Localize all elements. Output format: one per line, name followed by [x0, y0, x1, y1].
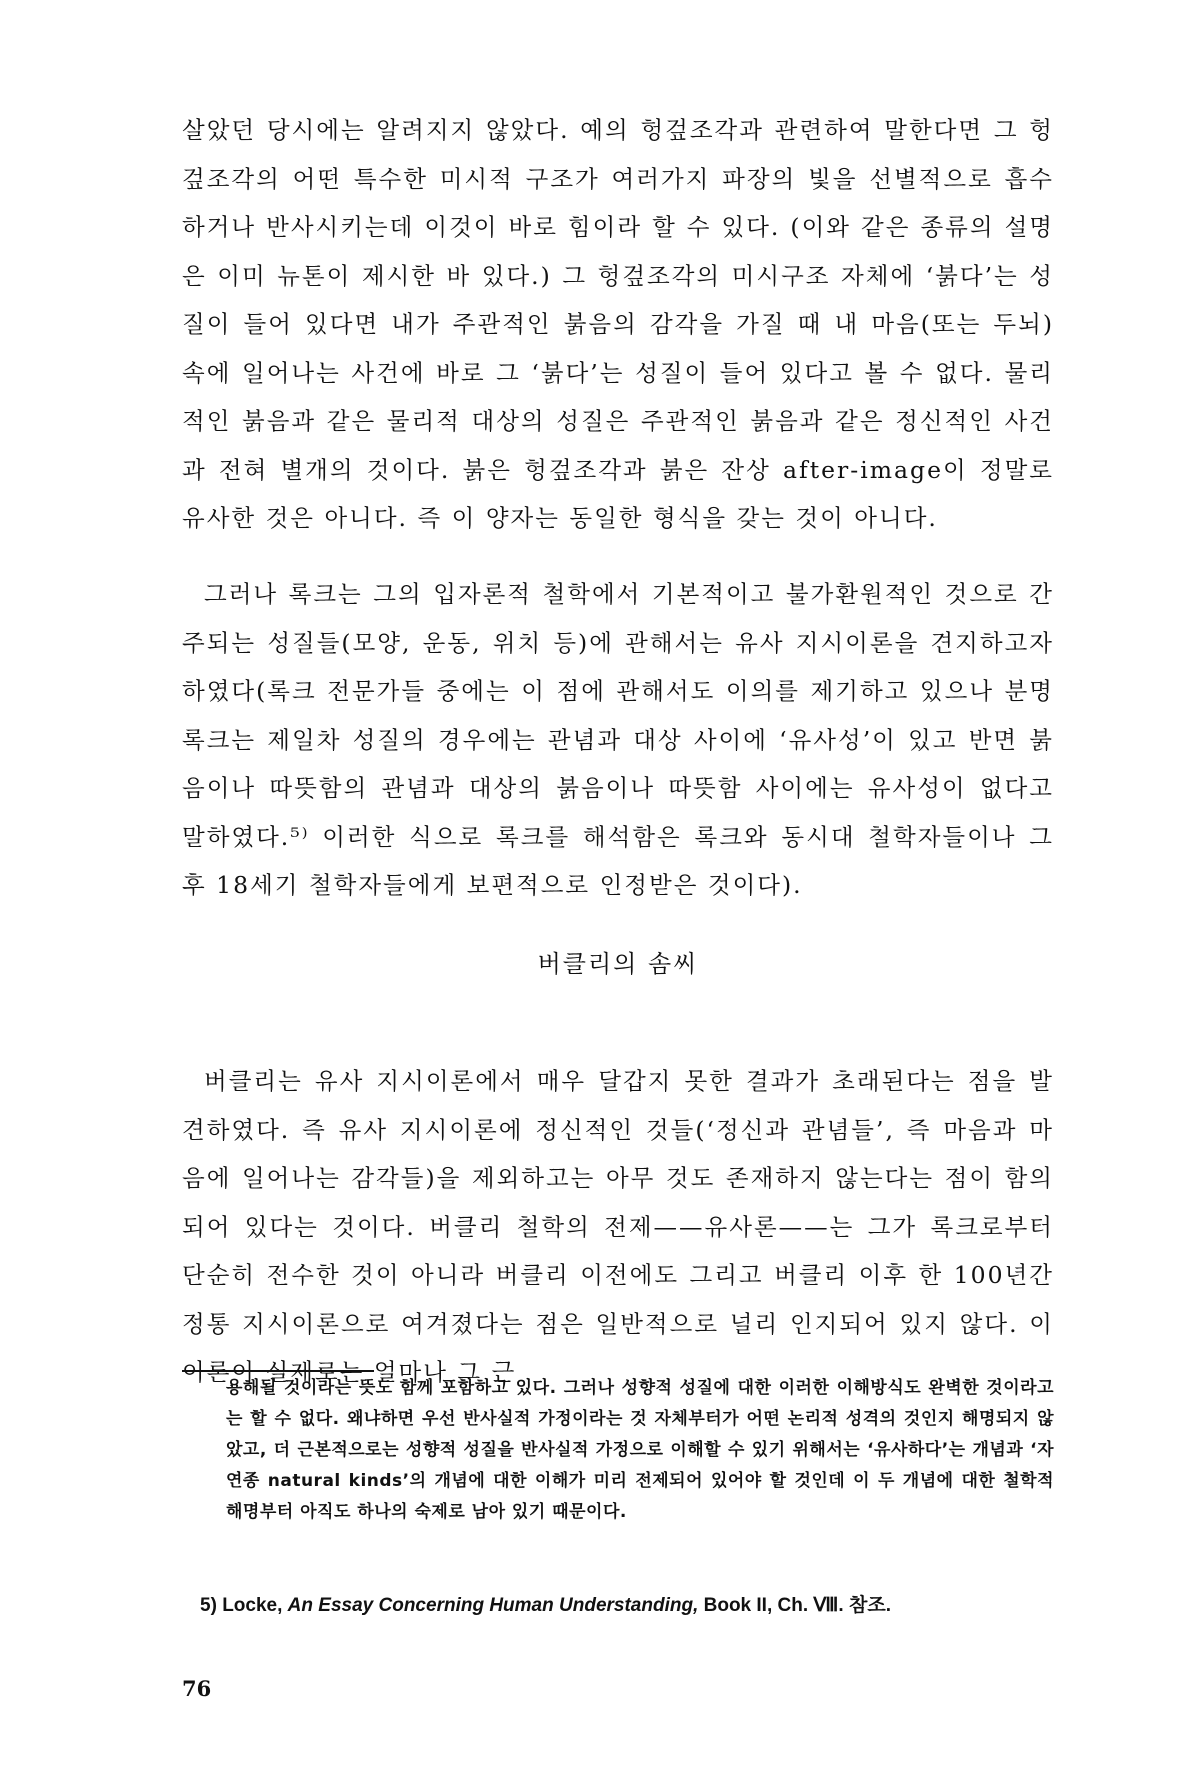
footnote-5 [200, 1590, 1060, 1617]
footnote-number: 5) [200, 1595, 217, 1616]
footnote-reference: Book II, Ch. Ⅷ. 참조. [703, 1595, 891, 1616]
body-paragraph-2 [182, 570, 1054, 910]
page-number: 76 [182, 1676, 212, 1701]
section-heading: 버클리의 솜씨 [537, 950, 699, 978]
footnote-continued: 용해될 것이라는 뜻도 함께 포함하고 있다. 그러나 성향적 성질에 대한 이러한 이해방식도 완벽한 것이라고는 할 수 없다. 왜냐하면 우선 반사실적 가정이라는 것 자체부터가 어떤 논리적 성격의 것인지 해명되지 않았고, 더 근본적으로는 성향적 성질을 반사실적 가정으로 이해할 수 있기 위해서는 ‘유사하다’는 개념과 ‘자연종 natural kinds’의 개념에 대한 이해가 미리 전제되어 있어야 할 것인데 이 두 개념에 대한 철학적 해명부터 아직도 하나의 숙제로 남아 있기 때문이다. [226, 1378, 1054, 1522]
footnote-author: Locke, [222, 1595, 283, 1616]
footnote-book-title: An Essay Concerning Human Understanding, [287, 1595, 699, 1616]
body-paragraph-3 [182, 1057, 1054, 1397]
paragraph-text: 살았던 당시에는 알려지지 않았다. 예의 헝겊조각과 관련하여 말한다면 그 헝겊조각의 어떤 특수한 미시적 구조가 여러가지 파장의 빛을 선별적으로 흡수하거나 반사시키는데 이것이 바로 힘이라 할 수 있다. (이와 같은 종류의 설명은 이미 뉴톤이 제시한 바 있다.) 그 헝겊조각의 미시구조 자체에 ‘붉다’는 성질이 들어 있다면 내가 주관적인 붉음의 감각을 가질 때 내 마음(또는 두뇌) 속에 일어나는 사건에 바로 그 ‘붉다’는 성질이 들어 있다고 볼 수 없다. 물리적인 붉음과 같은 물리적 대상의 성질은 주관적인 붉음과 같은 정신적인 사건과 전혀 별개의 것이다. 붉은 헝겊조각과 붉은 잔상 after-image이 정말로 유사한 것은 아니다. 즉 이 양자는 동일한 형식을 갖는 것이 아니다. [182, 116, 1054, 532]
paragraph-text: 버클리는 유사 지시이론에서 매우 달갑지 못한 결과가 초래된다는 점을 발견하였다. 즉 유사 지시이론에 정신적인 것들(‘정신과 관념들’, 즉 마음과 마음에 일어나는 감각들)을 제외하고는 아무 것도 존재하지 않는다는 점이 함의되어 있다는 것이다. 버클리 철학의 전제——유사론——는 그가 록크로부터 단순히 전수한 것이 아니라 버클리 이전에도 그리고 버클리 이후 한 100년간 정통 지시이론으로 여겨졌다는 점은 일반적으로 널리 인지되어 있지 않다. 이 이론이 실제로는 얼마나 그 근 [182, 1067, 1054, 1386]
paragraph-text: 그러나 록크는 그의 입자론적 철학에서 기본적이고 불가환원적인 것으로 간주되는 성질들(모양, 운동, 위치 등)에 관해서는 유사 지시이론을 견지하고자 하였다(록크 전문가들 중에는 이 점에 관해서도 이의를 제기하고 있으나 분명 록크는 제일차 성질의 경우에는 관념과 대상 사이에 ‘유사성’이 있고 반면 붉음이나 따뜻함의 관념과 대상의 붉음이나 따뜻함 사이에는 유사성이 없다고 말하였다.⁵⁾ 이러한 식으로 록크를 해석함은 록크와 동시대 철학자들이나 그 후 18세기 철학자들에게 보편적으로 인정받은 것이다). [182, 580, 1054, 899]
body-paragraph-1 [182, 106, 1054, 543]
footnote-divider [182, 1370, 374, 1372]
